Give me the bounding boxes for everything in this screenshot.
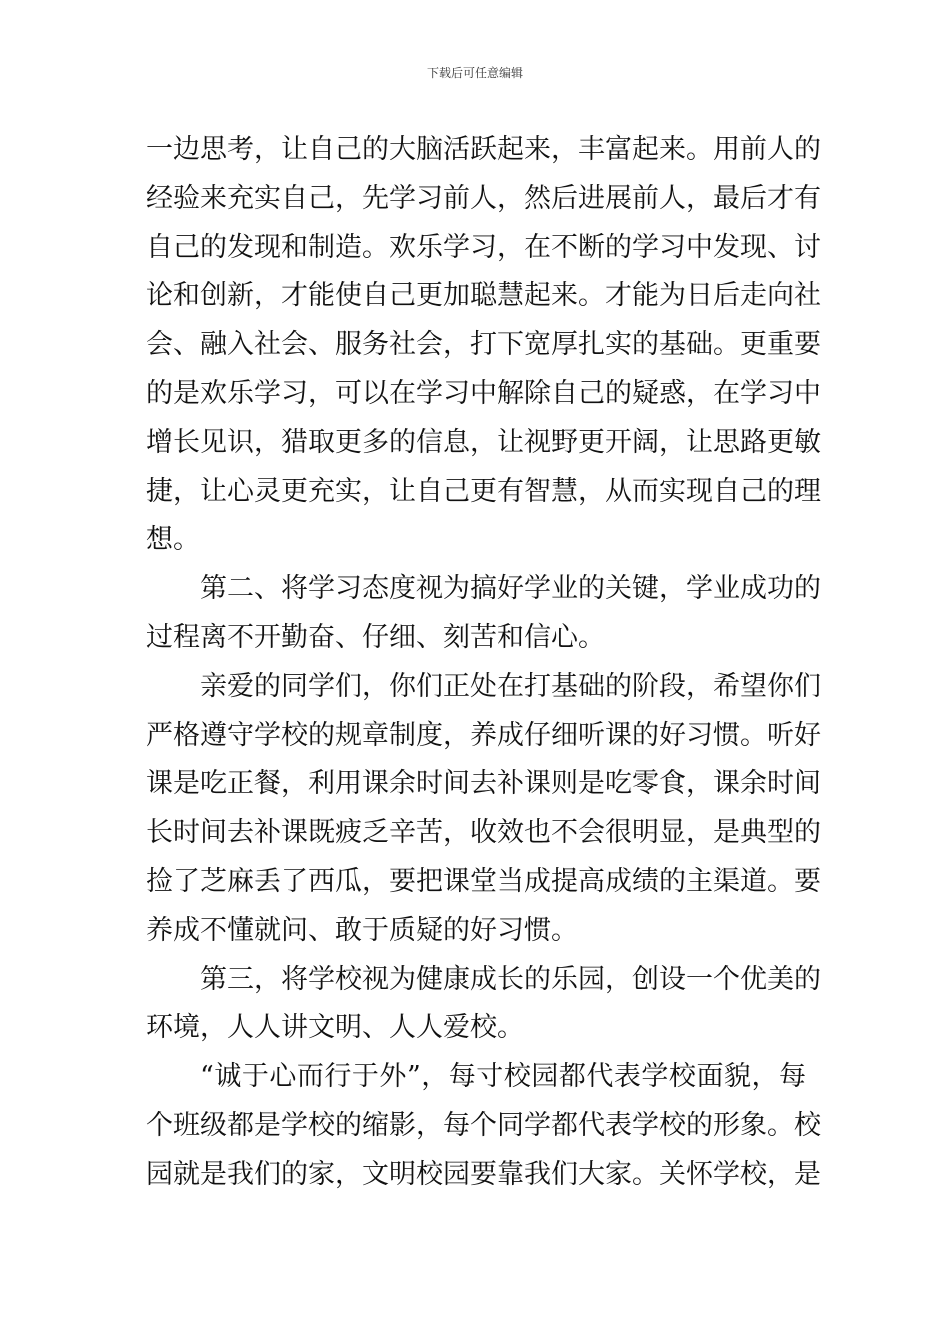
text-line: 增长见识，猎取更多的信息，让视野更开阔，让思路更敏 xyxy=(146,426,821,458)
text-line: 捡了芝麻丢了西瓜，要把课堂当成提高成绩的主渠道。要 xyxy=(146,865,821,897)
text-line: 环境，人人讲文明、人人爱校。 xyxy=(146,1012,524,1044)
page-header-note: 下载后可任意编辑 xyxy=(426,66,523,80)
text-line: 自己的发现和制造。欢乐学习，在不断的学习中发现、讨 xyxy=(146,231,821,263)
text-line: 养成不懂就问、敢于质疑的好习惯。 xyxy=(146,914,578,946)
text-line: 严格遵守学校的规章制度，养成仔细听课的好习惯。听好 xyxy=(146,719,821,751)
paragraph-start-line: 第三，将学校视为健康成长的乐园，创设一个优美的 xyxy=(200,963,821,995)
text-line: 园就是我们的家，文明校园要靠我们大家。关怀学校，是 xyxy=(146,1158,821,1190)
text-line: 论和创新，才能使自己更加聪慧起来。才能为日后走向社 xyxy=(146,280,821,312)
document-body xyxy=(146,126,821,1200)
paragraph-start-line: “诚于心而行于外”，每寸校园都代表学校面貌，每 xyxy=(200,1061,806,1093)
text-line: 捷，让心灵更充实，让自己更有智慧，从而实现自己的理 xyxy=(146,475,821,507)
text-line: 长时间去补课既疲乏辛苦，收效也不会很明显，是典型的 xyxy=(146,817,821,849)
text-line: 个班级都是学校的缩影，每个同学都代表学校的形象。校 xyxy=(146,1109,821,1141)
text-line: 经验来充实自己，先学习前人，然后进展前人，最后才有 xyxy=(146,182,821,214)
paragraph-start-line: 亲爱的同学们，你们正处在打基础的阶段，希望你们 xyxy=(200,670,821,702)
paragraph-start-line: 第二、将学习态度视为搞好学业的关键，学业成功的 xyxy=(200,573,821,605)
text-line: 一边思考，让自己的大脑活跃起来，丰富起来。用前人的 xyxy=(146,134,821,165)
text-line: 想。 xyxy=(146,524,200,556)
text-line: 过程离不开勤奋、仔细、刻苦和信心。 xyxy=(146,621,605,653)
text-line: 的是欢乐学习，可以在学习中解除自己的疑惑，在学习中 xyxy=(146,377,821,409)
text-line: 课是吃正餐，利用课余时间去补课则是吃零食，课余时间 xyxy=(146,768,821,800)
text-line: 会、融入社会、服务社会，打下宽厚扎实的基础。更重要 xyxy=(146,329,821,361)
